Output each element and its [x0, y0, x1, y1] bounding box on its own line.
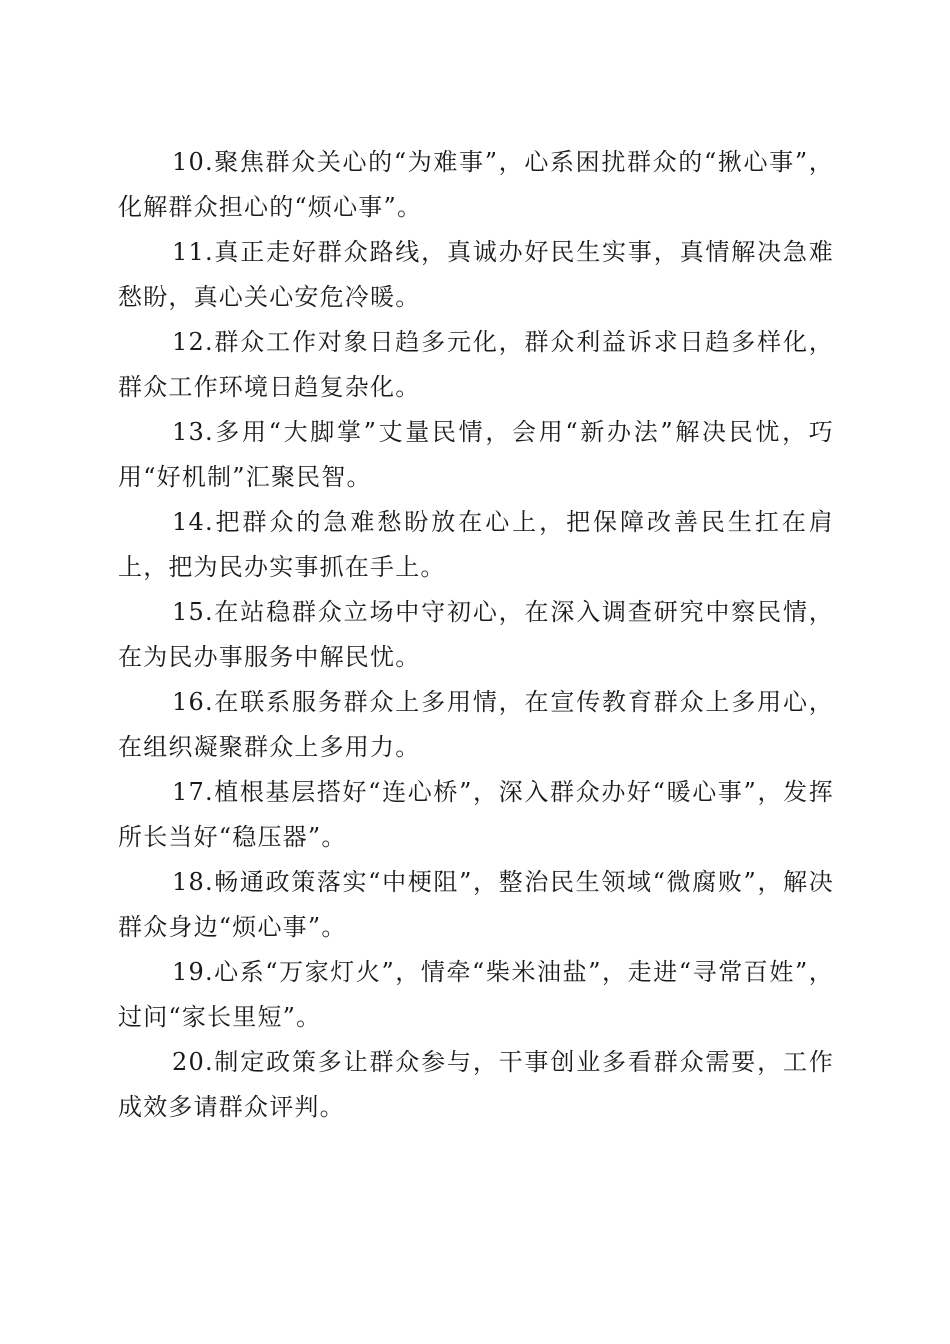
paragraph-16: 16.在联系服务群众上多用情，在宣传教育群众上多用心，在组织凝聚群众上多用力。	[118, 688, 834, 761]
paragraph-18: 18.畅通政策落实“中梗阻”，整治民生领域“微腐败”，解决群众身边“烦心事”。	[118, 868, 834, 941]
paragraph-14: 14.把群众的急难愁盼放在心上，把保障改善民生扛在肩上，把为民办实事抓在手上。	[118, 508, 834, 581]
document-body	[118, 140, 834, 1130]
paragraph-12: 12.群众工作对象日趋多元化，群众利益诉求日趋多样化，群众工作环境日趋复杂化。	[118, 328, 834, 401]
paragraph-13: 13.多用“大脚掌”丈量民情，会用“新办法”解决民忧，巧用“好机制”汇聚民智。	[118, 418, 834, 491]
paragraph-19: 19.心系“万家灯火”，情牵“柴米油盐”，走进“寻常百姓”，过问“家长里短”。	[118, 958, 834, 1031]
paragraph-17: 17.植根基层搭好“连心桥”，深入群众办好“暖心事”，发挥所长当好“稳压器”。	[118, 778, 834, 851]
paragraph-11: 11.真正走好群众路线，真诚办好民生实事，真情解决急难愁盼，真心关心安危冷暖。	[118, 238, 834, 311]
paragraph-15: 15.在站稳群众立场中守初心，在深入调查研究中察民情，在为民办事服务中解民忧。	[118, 598, 834, 671]
paragraph-10: 10.聚焦群众关心的“为难事”，心系困扰群众的“揪心事”，化解群众担心的“烦心事”。	[118, 148, 834, 221]
paragraph-20: 20.制定政策多让群众参与，干事创业多看群众需要，工作成效多请群众评判。	[118, 1048, 834, 1121]
